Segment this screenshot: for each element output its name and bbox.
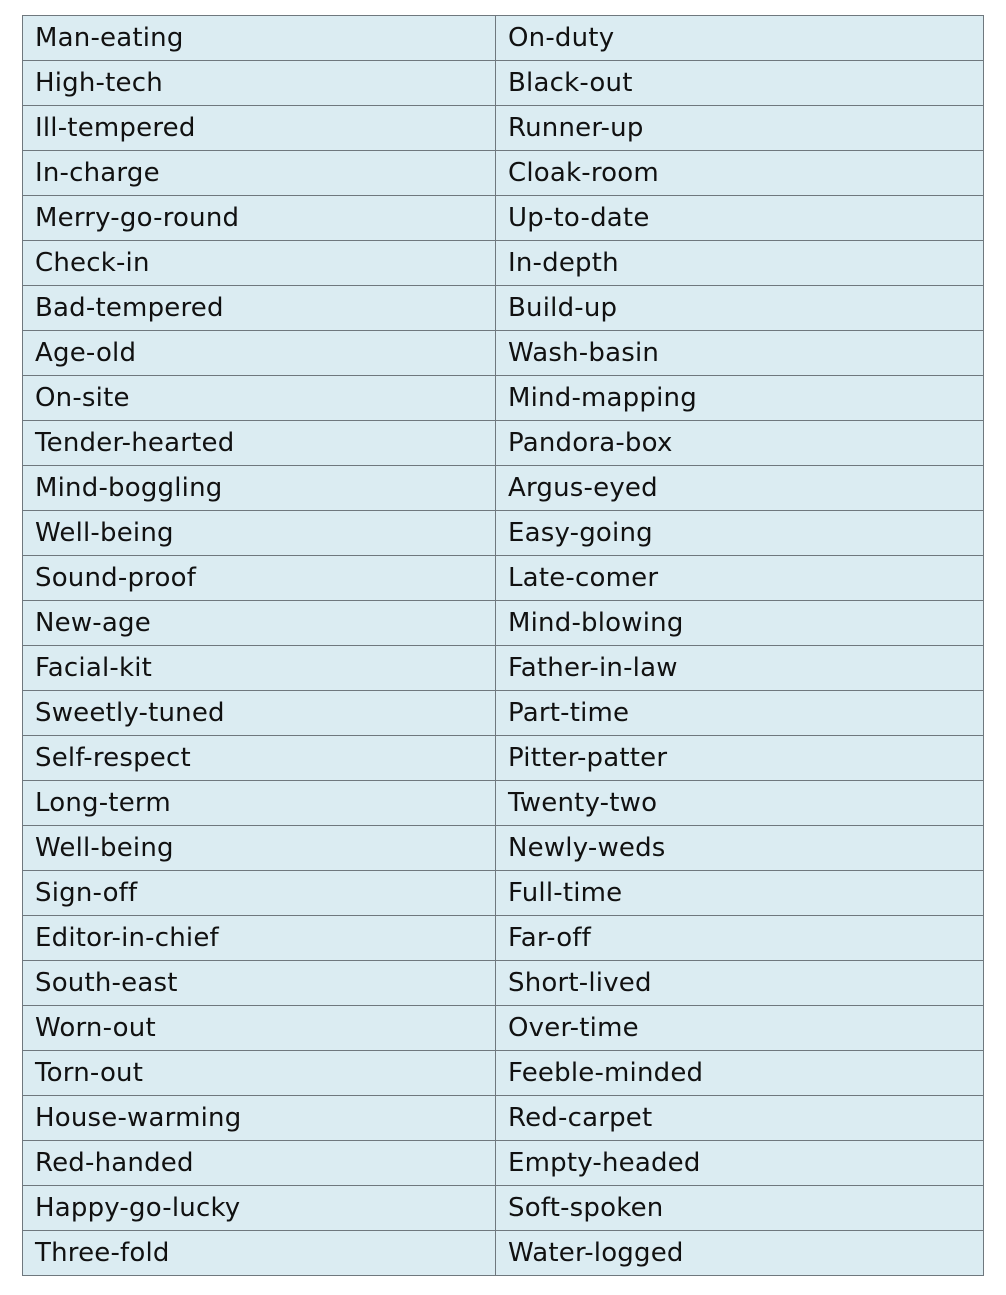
table-cell: New-age (23, 601, 496, 646)
table-cell: Wash-basin (496, 331, 984, 376)
table-cell: Feeble-minded (496, 1051, 984, 1096)
table-cell: Mind-blowing (496, 601, 984, 646)
table-cell: Easy-going (496, 511, 984, 556)
table-cell: Red-carpet (496, 1096, 984, 1141)
table-row (23, 646, 984, 691)
table-cell: Torn-out (23, 1051, 496, 1096)
table-cell: Editor-in-chief (23, 916, 496, 961)
table-row (23, 331, 984, 376)
table-cell: Cloak-room (496, 151, 984, 196)
table-cell: Tender-hearted (23, 421, 496, 466)
compound-words-table (22, 15, 984, 1276)
table-cell: Facial-kit (23, 646, 496, 691)
table-row (23, 196, 984, 241)
table-cell: House-warming (23, 1096, 496, 1141)
table-row (23, 736, 984, 781)
table-cell: Late-comer (496, 556, 984, 601)
table-cell: Check-in (23, 241, 496, 286)
table-cell: Newly-weds (496, 826, 984, 871)
table-row (23, 511, 984, 556)
table-cell: In-depth (496, 241, 984, 286)
table-row (23, 1096, 984, 1141)
table-cell: In-charge (23, 151, 496, 196)
table-cell: Self-respect (23, 736, 496, 781)
table-cell: Three-fold (23, 1231, 496, 1276)
table-cell: Father-in-law (496, 646, 984, 691)
table-cell: Soft-spoken (496, 1186, 984, 1231)
table-row (23, 1141, 984, 1186)
table-row (23, 241, 984, 286)
table-row (23, 601, 984, 646)
table-cell: Over-time (496, 1006, 984, 1051)
table-row (23, 961, 984, 1006)
table-cell: Far-off (496, 916, 984, 961)
table-cell: South-east (23, 961, 496, 1006)
table-cell: Well-being (23, 826, 496, 871)
table-cell: Build-up (496, 286, 984, 331)
table-cell: Empty-headed (496, 1141, 984, 1186)
table-cell: Mind-mapping (496, 376, 984, 421)
table-body (23, 16, 984, 1276)
table-cell: Ill-tempered (23, 106, 496, 151)
table-cell: Pitter-patter (496, 736, 984, 781)
table-row (23, 106, 984, 151)
table-row (23, 16, 984, 61)
table-cell: Water-logged (496, 1231, 984, 1276)
table-cell: Short-lived (496, 961, 984, 1006)
table-cell: Twenty-two (496, 781, 984, 826)
table-cell: Black-out (496, 61, 984, 106)
table-cell: Argus-eyed (496, 466, 984, 511)
table-cell: Well-being (23, 511, 496, 556)
table-cell: Full-time (496, 871, 984, 916)
table-cell: Red-handed (23, 1141, 496, 1186)
table-cell: Sweetly-tuned (23, 691, 496, 736)
table-cell: Long-term (23, 781, 496, 826)
table-row (23, 691, 984, 736)
table-row (23, 826, 984, 871)
table-row (23, 871, 984, 916)
table-cell: Part-time (496, 691, 984, 736)
table-row (23, 61, 984, 106)
table-row (23, 286, 984, 331)
table-cell: Pandora-box (496, 421, 984, 466)
table-row (23, 376, 984, 421)
table-row (23, 1006, 984, 1051)
table-cell: On-site (23, 376, 496, 421)
table-cell: Happy-go-lucky (23, 1186, 496, 1231)
table-row (23, 151, 984, 196)
table-cell: Runner-up (496, 106, 984, 151)
table-cell: Mind-boggling (23, 466, 496, 511)
table-cell: Merry-go-round (23, 196, 496, 241)
table-cell: Sign-off (23, 871, 496, 916)
table-cell: Up-to-date (496, 196, 984, 241)
table-row (23, 916, 984, 961)
table-row (23, 1051, 984, 1096)
table-cell: Bad-tempered (23, 286, 496, 331)
table-row (23, 1186, 984, 1231)
table-cell: High-tech (23, 61, 496, 106)
table-row (23, 556, 984, 601)
table-row (23, 466, 984, 511)
table-cell: Man-eating (23, 16, 496, 61)
table-row (23, 1231, 984, 1276)
table-row (23, 421, 984, 466)
table-cell: On-duty (496, 16, 984, 61)
table-row (23, 781, 984, 826)
table-cell: Sound-proof (23, 556, 496, 601)
table-cell: Age-old (23, 331, 496, 376)
table-cell: Worn-out (23, 1006, 496, 1051)
